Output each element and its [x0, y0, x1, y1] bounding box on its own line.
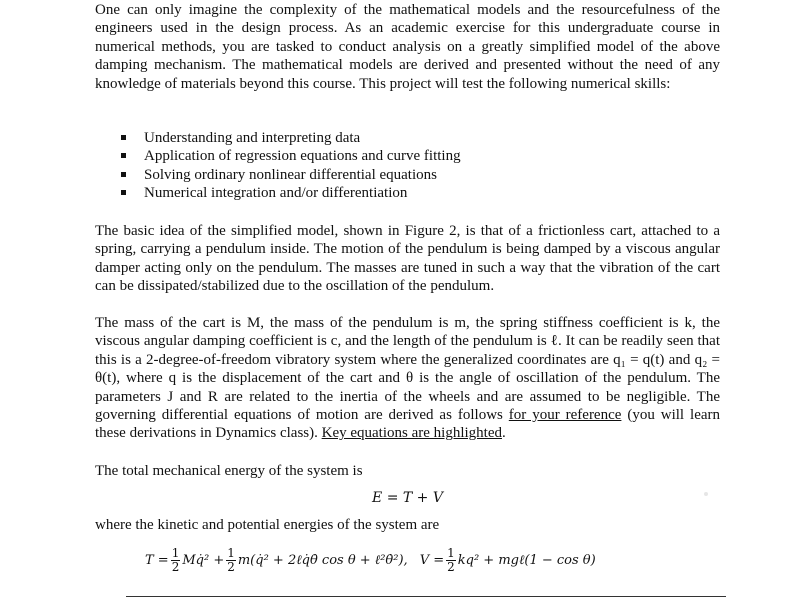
scan-artifact [704, 492, 708, 496]
fraction-half: $\frac{1}{2}$ [447, 545, 455, 574]
list-item: Application of regression equations and curve fitting [119, 147, 461, 165]
bullet-icon [121, 153, 126, 158]
bullet-icon [121, 172, 126, 177]
total-energy-equation: E = T + V [372, 490, 443, 506]
bullet-icon [121, 190, 126, 195]
kinetic-potential-intro-text: where the kinetic and potential energies of the system are [95, 517, 440, 533]
list-item: Numerical integration and/or differentiation [119, 184, 461, 202]
bullet-icon [121, 135, 126, 140]
model-description-paragraph: The mass of the cart is M, the mass of the pendulum is m, the spring stiffness coefficient is k, the viscous angular damping coefficient is c, and the length of the pendulum is ℓ. It can be readily seen that this is a 2-degree-of-freedom vibratory system where the generalized coordinates are q₁ = q(t) and q₂ = θ(t), where q is the displacement of the cart and θ is the angle of oscillation of the pendulum. The parameters J and R are related to the inertia of the wheels and are assumed to be negligible. The governing differential equations of motion are derived as follows for your reference (you will learn these derivations in Dynamics class). Key equations are highlighted. [95, 315, 721, 442]
intro-paragraph: One can only imagine the complexity of the mathematical models and the resourcefulness of the engineers used in the design process. As an academic exercise for this undergraduate course in numerical methods, you are tasked to conduct analysis on a greatly simplified model of the above damping mechanism. The mathematical models are derived and presented without the need of any knowledge of materials beyond this course. This project will test the following numerical skills: [95, 2, 720, 92]
fraction-half: $\frac{1}{2}$ [227, 545, 235, 574]
kinetic-potential-equation: T = $\frac{1}{2}$ Mq̇² + $\frac{1}{2}$ m(q̇² + 2ℓq̇θ̇ cos θ + ℓ²θ̇²), V = $\frac{1}{2}$ kq² + mgℓ(1 − cos θ) [145, 545, 596, 574]
list-item: Solving ordinary nonlinear differential equations [119, 166, 461, 184]
for-your-reference-link[interactable]: for your reference [508, 407, 622, 424]
fraction-half: $\frac{1}{2}$ [171, 545, 180, 574]
bottom-divider [126, 596, 726, 597]
energy-intro-text: The total mechanical energy of the system is [95, 463, 363, 479]
skills-list [119, 129, 461, 203]
key-equations-link[interactable]: Key equations are highlighted [321, 425, 502, 442]
basic-idea-paragraph: The basic idea of the simplified model, shown in Figure 2, is that of a frictionless cart, attached to a spring, carrying a pendulum inside. The motion of the pendulum is being damped by a viscous angular damper acting only on the pendulum. The masses are tuned in such a way that the vibration of the cart can be dissipated/stabilized due to the oscillation of the pendulum. [95, 223, 720, 295]
list-item: Understanding and interpreting data [119, 129, 461, 147]
